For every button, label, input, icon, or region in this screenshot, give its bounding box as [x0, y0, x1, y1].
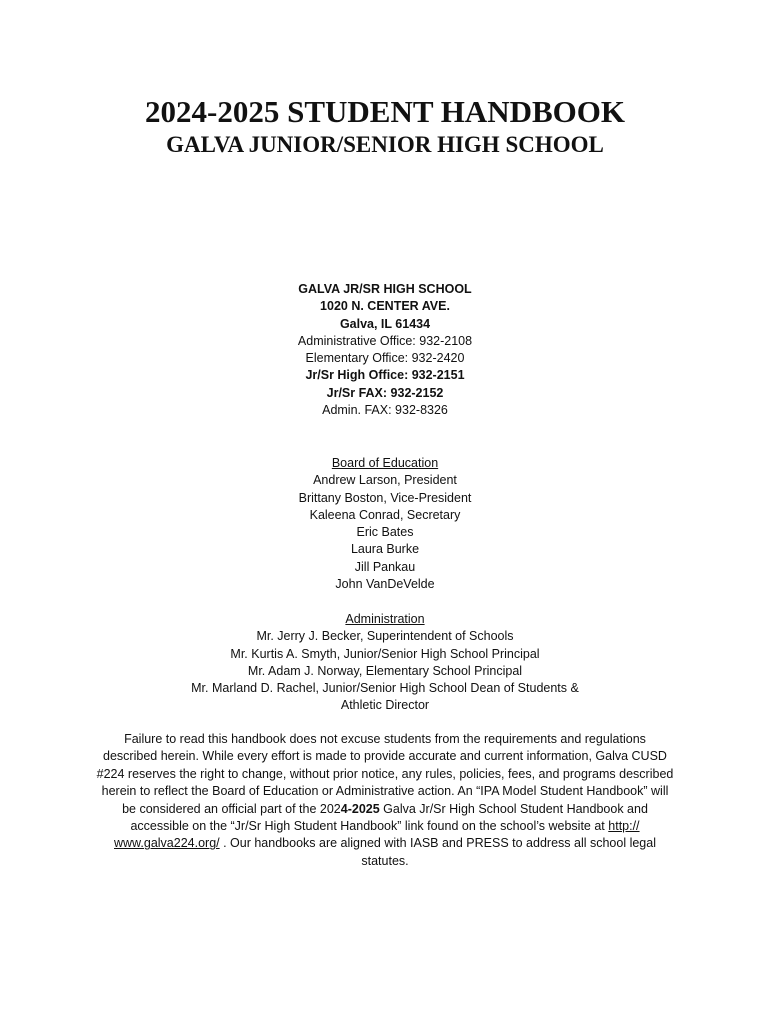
disclaimer-line: [88, 835, 682, 852]
disclaimer-text: accessible on the “Jr/Sr High Student Handbook” link found on the school’s website at: [130, 819, 609, 834]
admin-fax: Admin. FAX: 932-8326: [322, 403, 448, 418]
administration-heading: Administration: [345, 612, 425, 626]
board-heading: Board of Education: [331, 456, 439, 470]
school-year-emphasis: 4-2025: [340, 801, 380, 816]
disclaimer-paragraph: [88, 731, 682, 870]
board-member: Laura Burke: [350, 542, 420, 557]
contact-block: [0, 281, 770, 419]
disclaimer-text: . Our handbooks are aligned with IASB and PRESS to address all school legal: [219, 836, 656, 851]
disclaimer-line: statutes.: [361, 853, 409, 868]
administration-section: [0, 611, 770, 715]
board-member: John VanDeVelde: [335, 577, 435, 592]
elementary-office-phone: Elementary Office: 932-2420: [305, 351, 465, 366]
board-member: Brittany Boston, Vice-President: [298, 490, 472, 505]
jrsr-fax: Jr/Sr FAX: 932-2152: [326, 385, 444, 400]
board-member: Jill Pankau: [354, 559, 416, 574]
board-member: Andrew Larson, President: [313, 473, 457, 488]
administrator: Mr. Marland D. Rachel, Junior/Senior High School Dean of Students &: [191, 681, 579, 696]
board-member: Kaleena Conrad, Secretary: [309, 507, 461, 522]
page-subtitle: GALVA JUNIOR/SENIOR HIGH SCHOOL: [166, 132, 604, 157]
admin-office-phone: Administrative Office: 932-2108: [297, 333, 473, 348]
administrator: Mr. Adam J. Norway, Elementary School Principal: [247, 663, 523, 678]
school-name: GALVA JR/SR HIGH SCHOOL: [298, 282, 472, 296]
disclaimer-line: herein to reflect the Board of Education or Administrative action. An “IPA Model Student Handbook” will: [101, 784, 669, 799]
school-website-link[interactable]: http://: [608, 819, 640, 834]
board-member: Eric Bates: [356, 525, 414, 540]
disclaimer-text: be considered an official part of the 202: [122, 801, 341, 816]
disclaimer-line: described herein. While every effort is made to provide accurate and current information, Galva CUSD: [103, 749, 667, 764]
school-website-link[interactable]: www.galva224.org/: [114, 836, 220, 851]
street-address: 1020 N. CENTER AVE.: [320, 299, 450, 314]
disclaimer-line: #224 reserves the right to change, without prior notice, any rules, policies, fees, and programs described: [96, 766, 674, 781]
disclaimer-text: Galva Jr/Sr High School Student Handbook and: [379, 801, 648, 816]
administrator: Athletic Director: [340, 698, 430, 713]
disclaimer-line: [88, 818, 682, 835]
city-state-zip: Galva, IL 61434: [339, 316, 431, 331]
administrator: Mr. Kurtis A. Smyth, Junior/Senior High School Principal: [230, 646, 540, 661]
board-of-education-section: [0, 455, 770, 593]
disclaimer-line: Failure to read this handbook does not excuse students from the requirements and regulations: [124, 732, 646, 746]
jrsr-office-phone: Jr/Sr High Office: 932-2151: [305, 368, 465, 383]
page-title: 2024-2025 STUDENT HANDBOOK: [145, 94, 625, 129]
disclaimer-line: [88, 801, 682, 818]
administrator: Mr. Jerry J. Becker, Superintendent of Schools: [256, 629, 514, 644]
